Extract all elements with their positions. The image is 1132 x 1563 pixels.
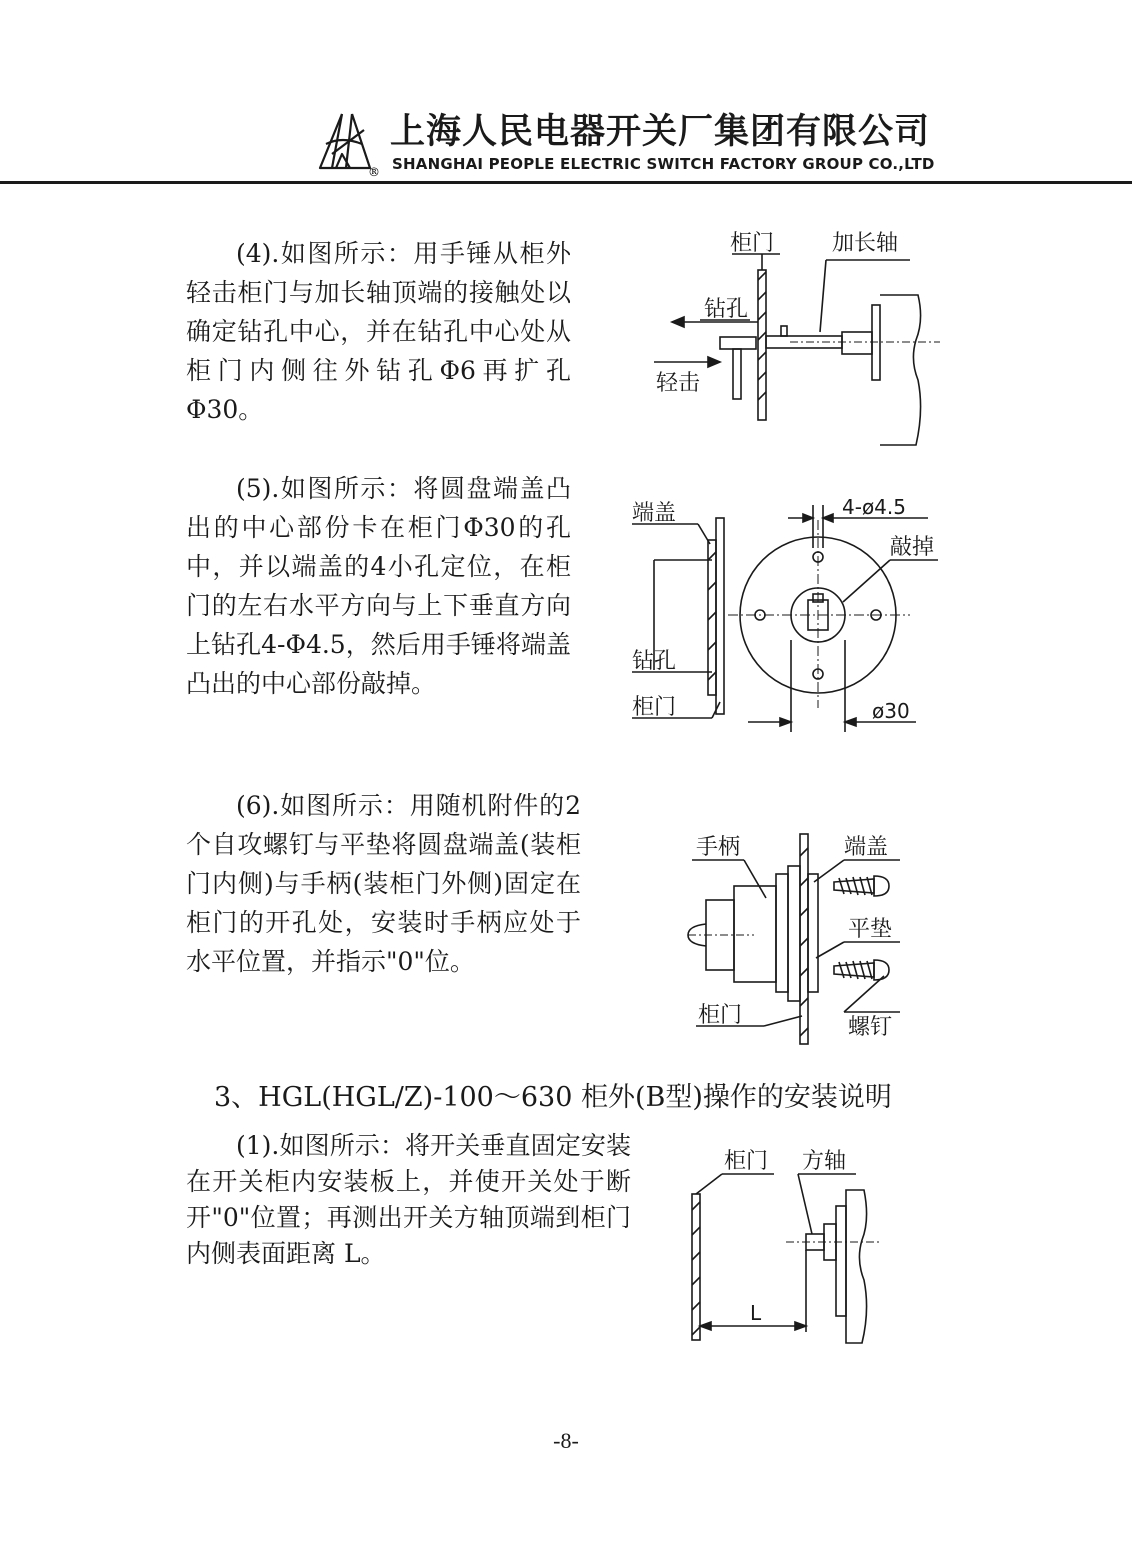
door-side (716, 518, 724, 714)
screw-top (834, 876, 889, 896)
label-extension-shaft: 加长轴 (832, 231, 899, 256)
step-5-text: (5).如图所示：将圆盘端盖凸出的中心部份卡在柜门Φ30的孔中，并以端盖的4小孔定位，在柜门的左右水平方向与上下垂直方向上钻孔4-Φ4.5，然后用手锤将端盖凸出的中心部份敲掉。 (186, 474, 571, 698)
figure-handle-mounting (684, 826, 906, 1048)
label-square-shaft: 方轴 (802, 1149, 847, 1174)
label-handle: 手柄 (696, 835, 741, 860)
label-diameter-30: ø30 (872, 699, 910, 723)
figure-drill-center (640, 220, 940, 450)
company-logo (312, 110, 382, 178)
company-header (0, 100, 1132, 190)
section-3-heading: 3、HGL(HGL/Z)-100～630 柜外(B型)操作的安装说明 (214, 1082, 892, 1113)
label-door: 柜门 (632, 695, 677, 720)
step-4-text: (4).如图所示：用手锤从柜外轻击柜门与加长轴顶端的接触处以确定钻孔中心，并在钻孔中心处从柜门内侧往外钻孔Φ6再扩孔Φ30。 (186, 239, 571, 424)
label-drill-hole: 钻孔 (704, 297, 749, 322)
screw-bottom (834, 960, 889, 980)
company-name-cn: 上海人民电器开关厂集团有限公司 (390, 112, 931, 152)
door-plate (692, 1194, 700, 1340)
label-door: 柜门 (698, 1003, 743, 1028)
label-knock-off: 敲掉 (890, 535, 935, 560)
label-end-cover: 端盖 (844, 835, 889, 860)
label-screw: 螺钉 (848, 1015, 893, 1040)
section-3-step-1-text: (1).如图所示：将开关垂直固定安装在开关柜内安装板上，并使开关处于断开"0"位置；再测出开关方轴顶端到柜门内侧表面距离 L。 (186, 1131, 631, 1268)
label-dim-l: L (750, 1301, 762, 1325)
company-name-en: SHANGHAI PEOPLE ELECTRIC SWITCH FACTORY GROUP CO.,LTD (392, 155, 935, 173)
figure-end-cover-drilling (628, 490, 938, 745)
registered-mark: ® (368, 165, 380, 178)
label-door: 柜门 (724, 1149, 769, 1174)
header-rule (0, 181, 1132, 184)
label-washer: 平垫 (848, 917, 893, 942)
page-number: -8- (553, 1428, 579, 1453)
figure-shaft-distance (686, 1140, 882, 1350)
label-door: 柜门 (730, 231, 775, 256)
label-holes-dim: 4-ø4.5 (842, 495, 906, 519)
label-tap: 轻击 (656, 371, 701, 396)
step-6-text: (6).如图所示：用随机附件的2个自攻螺钉与平垫将圆盘端盖(装柜门内侧)与手柄(装柜门外侧)固定在柜门的开孔处，安装时手柄应处于水平位置，并指示"0"位。 (186, 791, 581, 976)
label-end-cover: 端盖 (632, 501, 677, 526)
label-drill-hole: 钻孔 (632, 649, 677, 674)
